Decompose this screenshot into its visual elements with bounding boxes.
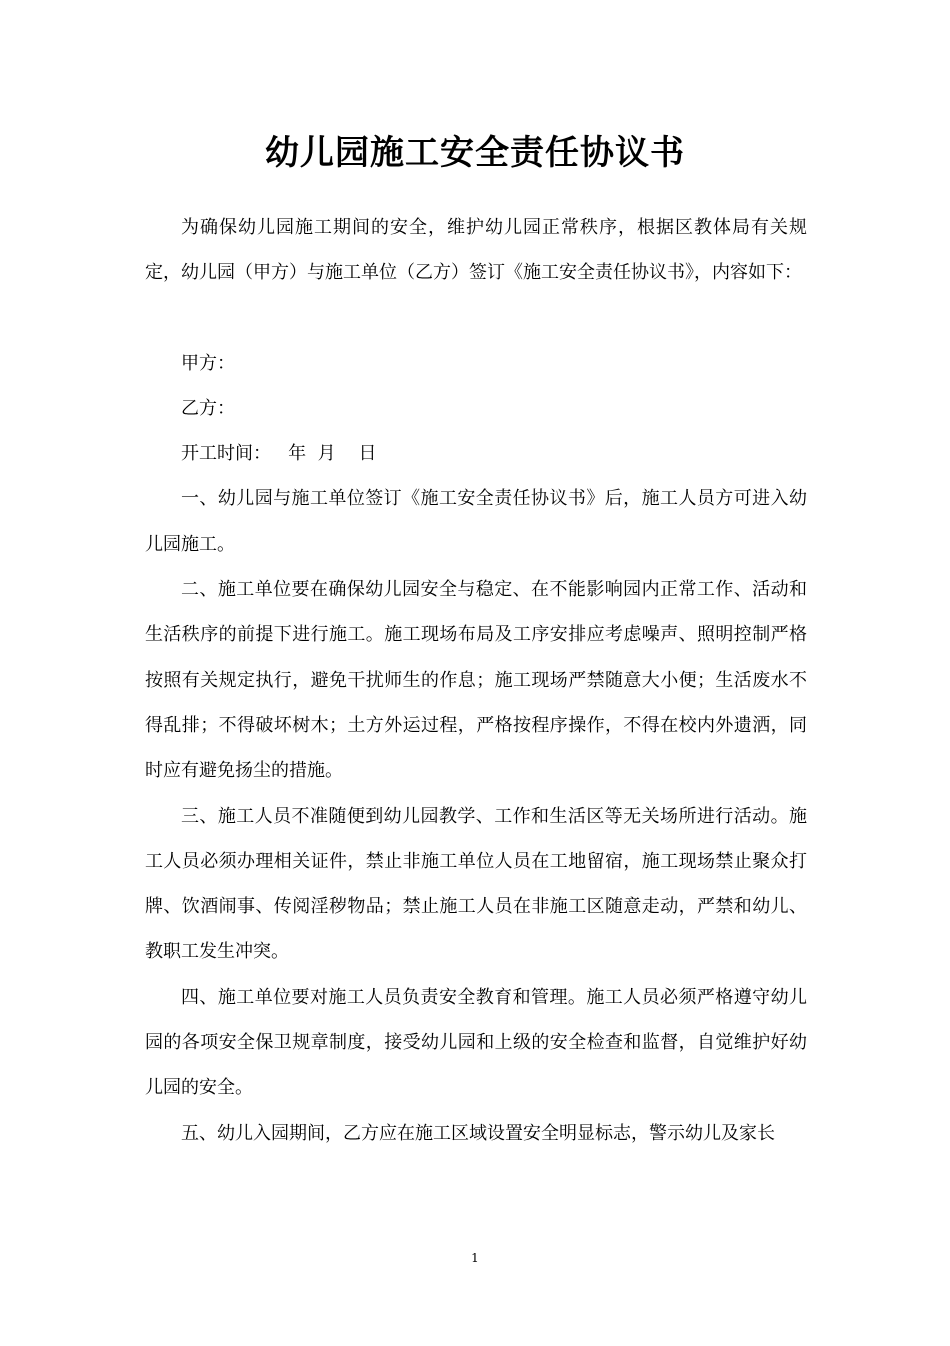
date-day: 日 xyxy=(358,443,377,465)
clause-3: 三、施工人员不准随便到幼儿园教学、工作和生活区等无关场所进行活动。施工人员必须办理相关证件，禁止非施工单位人员在工地留宿，施工现场禁止聚众打牌、饮酒闹事、传阅淫秽物品；禁止施工人员在非施工区随意走动，严禁和幼儿、教职工发生冲突。 xyxy=(145,805,807,963)
clause-4: 四、施工单位要对施工人员负责安全教育和管理。施工人员必须严格遵守幼儿园的各项安全保卫规章制度，接受幼儿园和上级的安全检查和监督，自觉维护好幼儿园的安全。 xyxy=(145,986,807,1099)
document-body xyxy=(145,205,807,1156)
start-time-field xyxy=(145,431,807,476)
intro-paragraph: 为确保幼儿园施工期间的安全，维护幼儿园正常秩序，根据区教体局有关规定，幼儿园（甲方）与施工单位（乙方）签订《施工安全责任协议书》，内容如下： xyxy=(145,217,807,284)
party-b-label: 乙方： xyxy=(181,397,235,419)
party-a-field xyxy=(145,341,807,386)
date-year: 年 xyxy=(288,443,307,465)
party-b-field xyxy=(145,386,807,431)
page-number: 1 xyxy=(471,1251,479,1265)
blank-line xyxy=(145,296,807,341)
clause-1: 一、幼儿园与施工单位签订《施工安全责任协议书》后，施工人员方可进入幼儿园施工。 xyxy=(145,488,807,555)
party-a-label: 甲方： xyxy=(181,352,235,374)
clause-2: 二、施工单位要在确保幼儿园安全与稳定、在不能影响园内正常工作、活动和生活秩序的前提下进行施工。施工现场布局及工序安排应考虑噪声、照明控制严格按照有关规定执行，避免干扰师生的作息；施工现场严禁随意大小便；生活废水不得乱排；不得破坏树木；土方外运过程，严格按程序操作，不得在校内外遗洒，同时应有避免扬尘的措施。 xyxy=(145,579,807,782)
document-title: 幼儿园施工安全责任协议书 xyxy=(265,133,685,173)
start-time-label: 开工时间： xyxy=(181,443,271,465)
clause-5: 五、幼儿入园期间，乙方应在施工区域设置安全明显标志，警示幼儿及家长 xyxy=(181,1122,775,1144)
date-month: 月 xyxy=(317,443,336,465)
